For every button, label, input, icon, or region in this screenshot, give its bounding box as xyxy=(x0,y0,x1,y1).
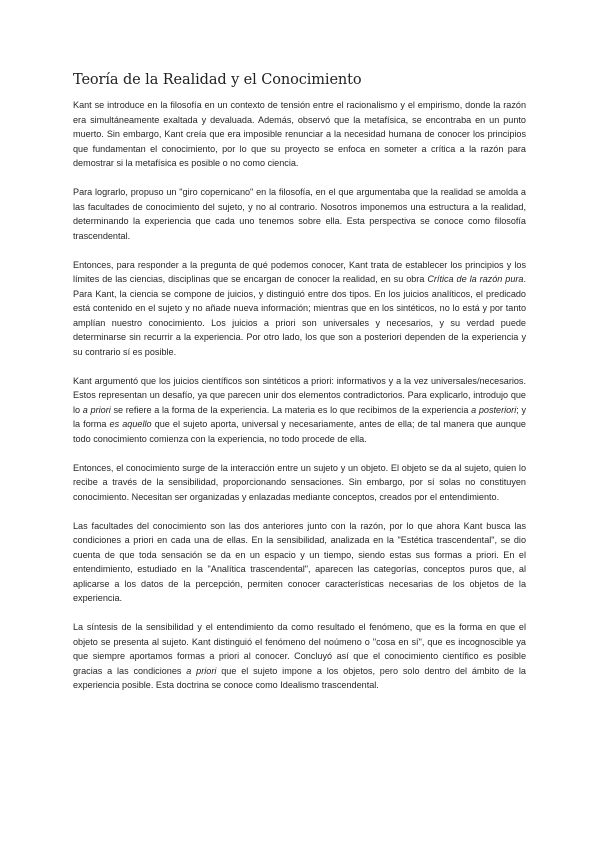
italic-text: es aquello xyxy=(109,419,152,429)
text-run: ; y la forma xyxy=(73,404,526,429)
text-run: Entonces, el conocimiento surge de la interacción entre un sujeto y un objeto. El objeto se da al sujeto, quien lo recibe a través de la sensibilidad, proporcionando sensaciones. Sin embargo, por sí solas no constituyen conocimiento. Necesitan ser organizadas y enlazadas mediante conceptos, creados por el entendimiento. xyxy=(73,462,526,502)
text-run: Las facultades del conocimiento son las dos anteriores junto con la razón, por lo que ahora Kant busca las condiciones a priori en cada una de ellas. En la sensibilidad, analizada en la "Estética trascendental", se dio cuenta de que toda sensación se da en un espacio y un tiempo, siendo estas sus formas a priori. En el entendimiento, estudiado en la "Analítica trascendental", aparecen las categorías, conceptos puros que, al aplicarse a los datos de la percepción, permiten conocer características necesarias de los objetos de la experiencia. xyxy=(73,520,526,603)
paragraph-4 xyxy=(73,374,526,447)
text-run: se refiere a la forma de la experiencia. La materia es lo que recibimos de la experiencia xyxy=(110,404,472,415)
paragraph-6 xyxy=(73,519,526,606)
text-run: La síntesis de la sensibilidad y el entendimiento da como resultado el fenómeno, que es la forma en que el objeto se presenta al sujeto. Kant distinguió el fenómeno del noúmeno o "cosa en sí", que es incognoscible ya que siempre aportamos formas a priori al conocer. Concluyó así que el conocimiento científico es posible gracias a las condiciones xyxy=(73,622,526,676)
document-body xyxy=(73,98,526,707)
paragraph-2 xyxy=(73,185,526,243)
text-run: Kant argumentó que los juicios científicos son sintéticos a priori: informativos y a la vez universales/necesarios. Estos representan un desafío, ya que parecen unir dos elementos contradictorios. Para explicarlo, introdujo que lo xyxy=(73,375,526,415)
text-run: Kant se introduce en la filosofía en un contexto de tensión entre el racionalismo y el empirismo, donde la razón era simultáneamente exaltada y devaluada. Además, observó que la metafísica, se encontraba en un punto muerto. Sin embargo, Kant creía que era imposible renunciar a la necesidad humana de conocer los principios que fundamentan el conocimiento, por lo que su proyecto se enfoca en someter a crítica a la razón para demostrar si la metafísica es posible o no como ciencia. xyxy=(73,100,526,168)
paragraph-5 xyxy=(73,461,526,505)
paragraph-1 xyxy=(73,98,526,171)
document-title: Teoría de la Realidad y el Conocimiento xyxy=(73,72,362,88)
text-run: que el sujeto impone a los objetos, pero solo dentro del ámbito de la experiencia posible. Esta doctrina se conoce como Idealismo trascendental. xyxy=(73,665,526,690)
paragraph-3 xyxy=(73,258,526,360)
text-run: Entonces, para responder a la pregunta de qué podemos conocer, Kant trata de establecer los principios y los límites de las ciencias, disciplinas que se encargan de conocer la realidad, en su obra xyxy=(73,259,526,284)
italic-text: Crítica de la razón pura xyxy=(427,274,524,284)
text-run: . Para Kant, la ciencia se compone de juicios, y distinguió entre dos tipos. En los juicios analíticos, el predicado está contenido en el sujeto y no añade nueva información; mientras que en los sintéticos, no lo está y por tanto amplían nuestro conocimiento. Los juicios a priori son universales y necesarios, y su verdad puede determinarse sin recurrir a la experiencia. Por otro lado, los que son a posteriori dependen de la experiencia y su contrario sí es posible. xyxy=(73,274,526,357)
paragraph-7 xyxy=(73,620,526,693)
italic-text: a posteriori xyxy=(471,404,517,415)
italic-text: a priori xyxy=(186,665,217,676)
italic-text: a priori xyxy=(82,404,111,415)
text-run: que el sujeto aporta, universal y necesariamente, antes de ella; de tal manera que aunque todo conocimiento comienza con la experiencia, no todo procede de ella. xyxy=(73,419,526,444)
text-run: Para lograrlo, propuso un "giro copernicano" en la filosofía, en el que argumentaba que la realidad se amolda a las facultades de conocimiento del sujeto, y no al contrario. Nosotros imponemos una estructura a la realidad, determinando la experiencia que cada uno tenemos sobre ella. Esta perspectiva se conoce como filosofía trascendental. xyxy=(73,187,526,241)
